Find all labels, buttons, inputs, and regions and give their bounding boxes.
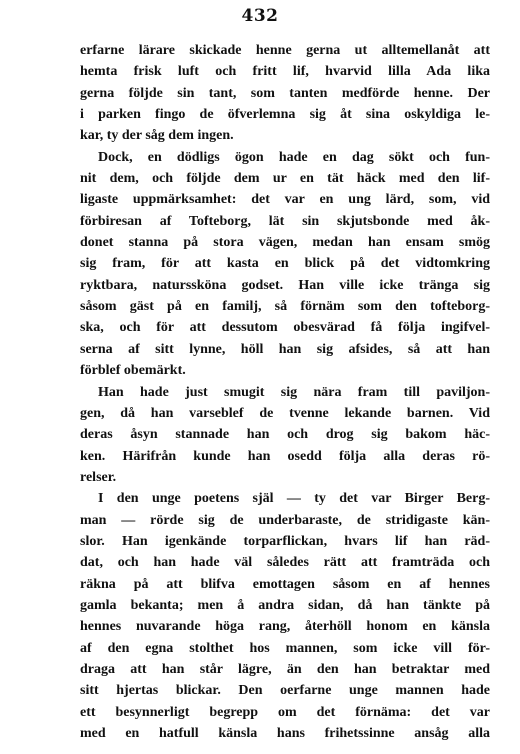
text-line: man — rörde sig de underbaraste, de stridigaste kän- [80,512,490,528]
text-line: i parken fingo de öfverlemna sig åt sina oskyldiga le- [80,107,490,123]
text-line: ken. Härifrån kunde han osedd följa alla deras rö- [80,448,490,464]
text-line: gamla bekanta; men å andra sidan, då han tänkte på [80,597,490,613]
text-line: såsom gäst på en familj, så förnäm som den tofteborg- [80,299,490,315]
text-line: serna af sitt lynne, höll han sig afsides, så att han [80,341,490,357]
body-text [80,40,490,744]
text-line: slor. Han igenkände torparflickan, hvars lif han räd- [80,533,490,549]
text-line: Dock, en dödligs ögon hade en dag sökt och fun- [98,149,490,165]
text-line: relser. [80,469,117,485]
text-line: draga att han står lägre, än den han betraktar med [80,661,490,677]
page-number: 432 [241,6,279,26]
text-line: af den egna stolthet hos mannen, som icke vill för- [80,640,490,656]
text-line: kar, ty der såg dem ingen. [80,128,234,144]
text-line: I den unge poetens själ — ty det var Birger Berg- [98,491,490,507]
text-line: dat, och han hade väl således rätt att framträda och [80,555,490,571]
text-line: erfarne lärare skickade henne gerna ut alltemellanåt att [80,43,490,58]
text-line: nit dem, och följde dem ur en tät häck med den lif- [80,171,490,187]
text-line: ska, och för att dessutom obesvärad få följa ingifvel- [80,320,490,336]
text-line: förblef obemärkt. [80,363,186,379]
text-line: hennes nuvarande höga rang, återhöll honom en känsla [80,619,490,635]
text-line: gerna följde sin tant, som tanten medförde henne. Der [80,85,490,101]
text-line: ett besynnerligt begrepp om det förnäma: det var [80,704,490,720]
text-line: förbiresan af Tofteborg, lät sin skjutsbonde med åk- [80,213,490,229]
text-line: hemta frisk luft och fritt lif, hvarvid lilla Ada lika [80,64,490,80]
text-line: gen, då han varseblef de tvenne lekande barnen. Vid [80,405,490,421]
text-line: räkna på att blifva emottagen såsom en af hennes [80,576,490,592]
text-line: sitt hjertas blickar. Den oerfarne unge mannen hade [80,683,490,699]
text-line: ligaste uppmärksamhet: det var en ung lärd, som, vid [80,192,490,208]
text-line: med en hatfull känsla hans frihetssinne ansåg alla [80,726,490,741]
text-line: ryktbara, naturssköna godset. Han ville icke tränga sig [80,277,490,293]
text-line: sig fram, för att kasta en blick på det vidtomkring [80,256,490,272]
text-line: Han hade just smugit sig nära fram till paviljon- [98,384,490,400]
text-line: donet stanna på stora vägen, medan han ensam smög [80,235,490,251]
text-line: deras åsyn stannade han och drog sig bakom häc- [80,427,490,443]
